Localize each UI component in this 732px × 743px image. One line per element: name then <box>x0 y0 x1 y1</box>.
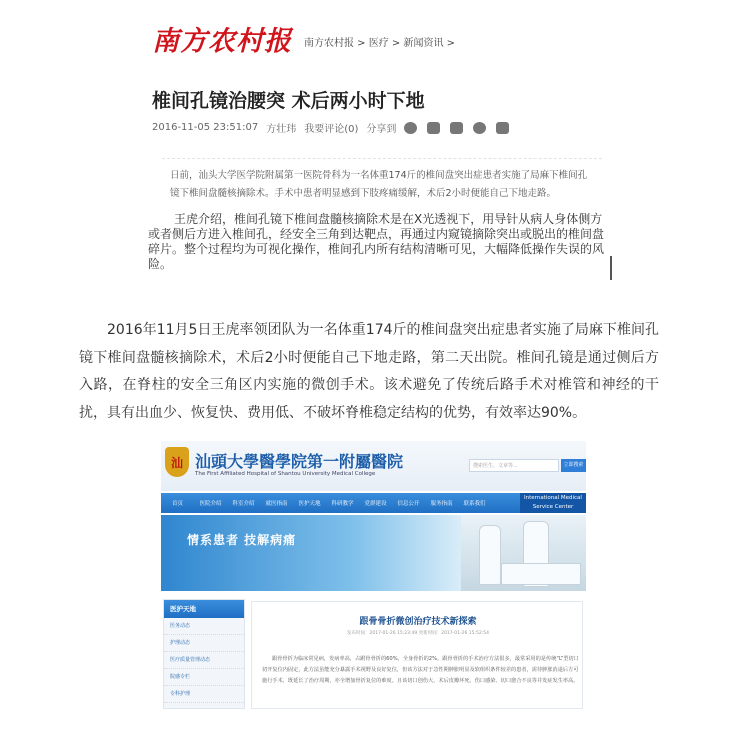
nav-item[interactable]: 就医指南 <box>265 501 288 507</box>
hospital-website-screenshot <box>161 441 586 709</box>
nav-item[interactable]: 医护天地 <box>298 501 321 507</box>
patient-bed <box>501 563 581 585</box>
nav-item[interactable]: 信息公开 <box>397 501 420 507</box>
more-share-icon[interactable] <box>496 122 509 134</box>
hospital-article-meta: 发布时间：2017-01-26 15:23:49 更新时间：2017-01-26 15:52:54 <box>346 631 489 636</box>
sidebar-item[interactable]: 护理动态 <box>164 635 244 652</box>
nav-item[interactable]: 科研教学 <box>331 501 354 507</box>
search-button[interactable]: 立即搜索 <box>561 459 586 472</box>
news-summary: 日前，汕头大学医学院附属第一医院骨科为一名体重174斤的椎间盘突出症患者实施了局麻下椎间孔镜下椎间盘髓核摘除术。手术中患者明显感到下肢疼痛缓解，术后2小时便能自己下地走路。 <box>162 158 602 208</box>
scroll-indicator <box>610 256 612 280</box>
qzone-icon[interactable] <box>450 122 463 134</box>
share-label: 分享到 <box>366 124 397 135</box>
news-meta <box>152 120 519 135</box>
nav-item[interactable]: 科室介绍 <box>232 501 255 507</box>
news-title: 椎间孔镜治腰突 术后两小时下地 <box>152 90 425 112</box>
sidebar-item[interactable]: 专科护理 <box>164 686 244 703</box>
hospital-article <box>251 601 583 709</box>
nurse-figure <box>479 525 501 585</box>
international-service-link[interactable]: International Medical Service Center <box>520 493 586 513</box>
search-input[interactable]: 搜索医生、文章等... <box>469 459 559 472</box>
hospital-article-body: 跟骨骨折为临床常见病，发病率高，占跗骨骨折的60%，全身骨折的2%。跟骨骨折的手术治疗方法很多，最常采用的是传统“L”型切口切开复位内固定，此方法虽能充分暴露手术视野及良好复位，但该方法对于急性期肿胀明显及软组织条件较差的患者，需待肿胀消退后方可施行手术，既延长了治疗周期，亦全增加骨折复位的难度。且该切口创伤大，术后皮瓣坏死、伤口感染、切口愈合不良等并发症发生率高。 <box>262 656 579 684</box>
hospital-emblem-icon[interactable]: 汕 <box>165 447 189 477</box>
nav-item[interactable]: 首页 <box>171 501 183 507</box>
sidebar-item[interactable]: 医务动态 <box>164 618 244 635</box>
nav-item[interactable]: 联系我们 <box>463 501 486 507</box>
newspaper-masthead <box>152 18 455 58</box>
newspaper-logo[interactable]: 南方农村报 <box>152 25 292 57</box>
hospital-sidebar <box>163 599 245 709</box>
newspaper-screenshot <box>138 8 612 280</box>
comment-link[interactable]: 我要评论(0) <box>304 124 359 135</box>
banner-slogan: 情系患者 技解病痛 <box>187 533 297 547</box>
banner-photo <box>461 515 586 591</box>
sidebar-item[interactable]: 院感专栏 <box>164 669 244 686</box>
hospital-name-en: The First Affiliated Hospital of Shantou University Medical College <box>195 471 376 477</box>
news-datetime: 2016-11-05 23:51:07 <box>152 122 259 133</box>
nav-item[interactable]: 党群建设 <box>364 501 387 507</box>
breadcrumb[interactable]: 南方农村报 > 医疗 > 新闻资讯 > <box>304 37 456 49</box>
wechat-icon[interactable] <box>473 122 486 134</box>
tencent-weibo-icon[interactable] <box>427 122 440 134</box>
sidebar-title: 医护天地 <box>164 600 244 618</box>
news-source: 方壮玮 <box>266 124 297 135</box>
hospital-name[interactable]: 汕頭大學醫學院第一附屬醫院 <box>195 452 404 471</box>
nav-item[interactable]: 医院介绍 <box>199 501 222 507</box>
article-paragraph: 2016年11月5日王虎率领团队为一名体重174斤的椎间盘突出症患者实施了局麻下椎间孔镜下椎间盘髓核摘除术，术后2小时便能自己下地走路，第二天出院。椎间孔镜是通过侧后方入路，在脊柱的安全三角区内实施的微创手术。该术避免了传统后路手术对椎管和神经的干扰，具有出血少、恢复快、费用低、不破坏脊椎稳定结构的优势，有效率达90%。 <box>79 322 659 421</box>
sidebar-item[interactable]: 医疗质量管理动态 <box>164 652 244 669</box>
hospital-article-title: 跟骨骨折微创治疗技术新探索 <box>359 617 477 627</box>
nav-item[interactable]: 服务指南 <box>430 501 453 507</box>
news-paragraph: 王虎介绍，椎间孔镜下椎间盘髓核摘除术是在X光透视下，用导针从病人身体侧方或者侧后方进入椎间孔，经安全三角到达靶点，再通过内窥镜摘除突出或脱出的椎间盘碎片。整个过程均为可视化操作，椎间孔内所有结构清晰可见，大幅降低操作失误的风险。 <box>148 212 605 271</box>
weibo-icon[interactable] <box>404 122 417 134</box>
